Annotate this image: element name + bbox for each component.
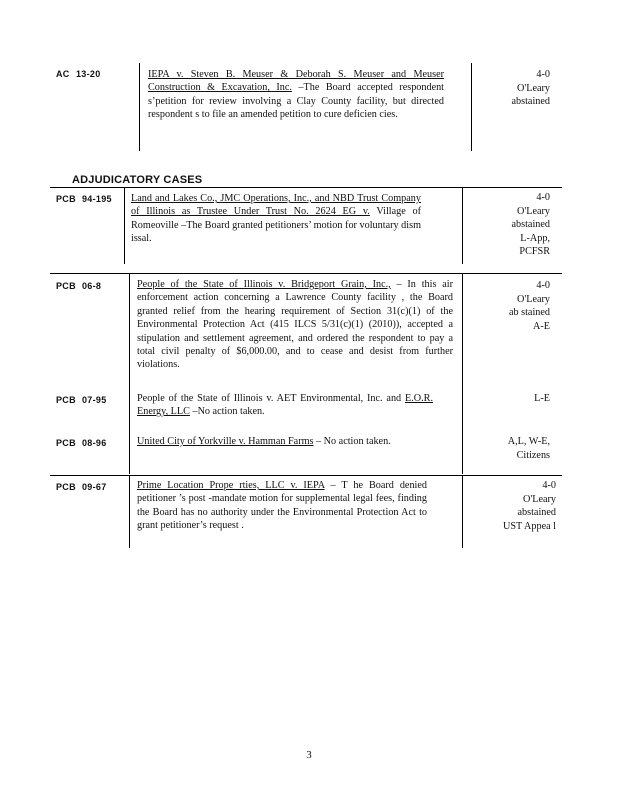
case-summary: Village of Romeoville –The Board granted petitioners’ motion for voluntary dism issal.	[131, 206, 421, 245]
case-title: Prime Location Prope rties, LLC v. IEPA	[137, 480, 325, 491]
vote-line: ab stained	[508, 307, 550, 319]
vote-line: 4-0	[536, 69, 550, 80]
vote-line: 4-0	[542, 480, 556, 491]
column-divider	[129, 476, 130, 548]
column-divider	[462, 476, 463, 548]
case-number: 13-20	[76, 69, 101, 79]
case-summary: – No action taken.	[313, 436, 391, 447]
vote-line: A-E	[533, 320, 550, 332]
case-prefix: People of the State of Illinois v. AET Environmental, Inc. and	[137, 393, 405, 404]
case-number: 08-96	[82, 438, 107, 448]
case-type: PCB	[56, 438, 76, 448]
vote-line: abstained	[511, 96, 550, 108]
page-number: 3	[306, 749, 312, 761]
case-summary: – In this air enforcement action concerning a Lawrence County facility , the Board granted relief from the hearing requirement of Section 31(c)(1) of the Environmental Protection Act (415 ILCS 5/31(c)(1) (2010)), accepted a stipulation and settlement agreement, and ordered the respondent to pay a total civil penalty of $6,000.00, and to cease and desist from further violations.	[137, 279, 453, 371]
case-description	[137, 278, 453, 372]
vote-line: 4-0	[536, 280, 550, 291]
column-divider	[462, 274, 463, 474]
case-summary: –No action taken.	[189, 406, 265, 418]
case-type: PCB	[56, 395, 76, 405]
case-title: United City of Yorkville v. Hamman Farms	[137, 436, 314, 447]
case-description	[137, 479, 427, 533]
row-rule	[50, 273, 562, 274]
case-number: 07-95	[82, 395, 107, 405]
case-description	[137, 392, 433, 419]
vote-line: UST Appea l	[502, 520, 556, 532]
case-description	[137, 435, 447, 448]
vote-line: PCFSR	[519, 246, 550, 258]
vote-column	[480, 279, 550, 333]
case-type: PCB	[56, 281, 76, 291]
vote-line: O'Leary	[517, 293, 550, 305]
vote-column	[480, 392, 550, 406]
vote-column	[480, 68, 550, 109]
case-description	[148, 68, 444, 122]
case-title: People of the State of Illinois v. Bridgeport Grain, Inc.,	[137, 279, 391, 290]
case-title: E.O.R. Energy, LLC	[137, 393, 433, 418]
vote-column	[480, 191, 550, 259]
vote-column	[480, 479, 556, 533]
vote-line: O'Leary	[517, 205, 550, 217]
case-type: AC	[56, 69, 70, 79]
case-title: IEPA v. Steven B. Meuser & Deborah S. Meuser and Meuser Construction & Excavation, Inc.	[148, 69, 444, 94]
section-rule	[50, 187, 562, 188]
row-rule	[50, 475, 562, 476]
case-number: 94-195	[82, 194, 112, 204]
case-summary: –The Board accepted respondent s’petition for review involving a Clay County facility, but directed respondent s to file an amended petition to cure deficien cies.	[148, 82, 445, 121]
column-divider	[462, 188, 463, 264]
column-divider	[124, 188, 125, 264]
section-heading: ADJUDICATORY CASES	[72, 174, 203, 186]
case-type: PCB	[56, 482, 76, 492]
vote-line: 4-0	[536, 192, 550, 203]
column-divider	[471, 63, 472, 151]
case-number: 06-8	[82, 281, 102, 291]
column-divider	[139, 63, 140, 151]
vote-line: abstained	[517, 507, 556, 519]
vote-line: O'Leary	[523, 493, 556, 505]
vote-line: abstained	[511, 219, 550, 231]
vote-line: L-E	[534, 393, 550, 404]
case-title: Land and Lakes Co., JMC Operations, Inc., and NBD Trust Company of Illinois as Trustee Under Trust No. 2624 EG v.	[131, 193, 421, 218]
case-type: PCB	[56, 194, 76, 204]
vote-line: O'Leary	[517, 82, 550, 94]
vote-column	[480, 435, 550, 462]
vote-line: Citizens	[516, 449, 550, 461]
column-divider	[129, 274, 130, 474]
vote-line: L-App,	[520, 232, 550, 244]
case-description	[131, 192, 421, 246]
vote-line: A,L, W-E,	[507, 436, 550, 447]
case-summary: – T he Board denied petitioner ’s post -mandate motion for supplemental legal fees, finding the Board has no authority under the Environmental Protection Act to grant petitioner’s request .	[137, 480, 427, 532]
case-number: 09-67	[82, 482, 107, 492]
